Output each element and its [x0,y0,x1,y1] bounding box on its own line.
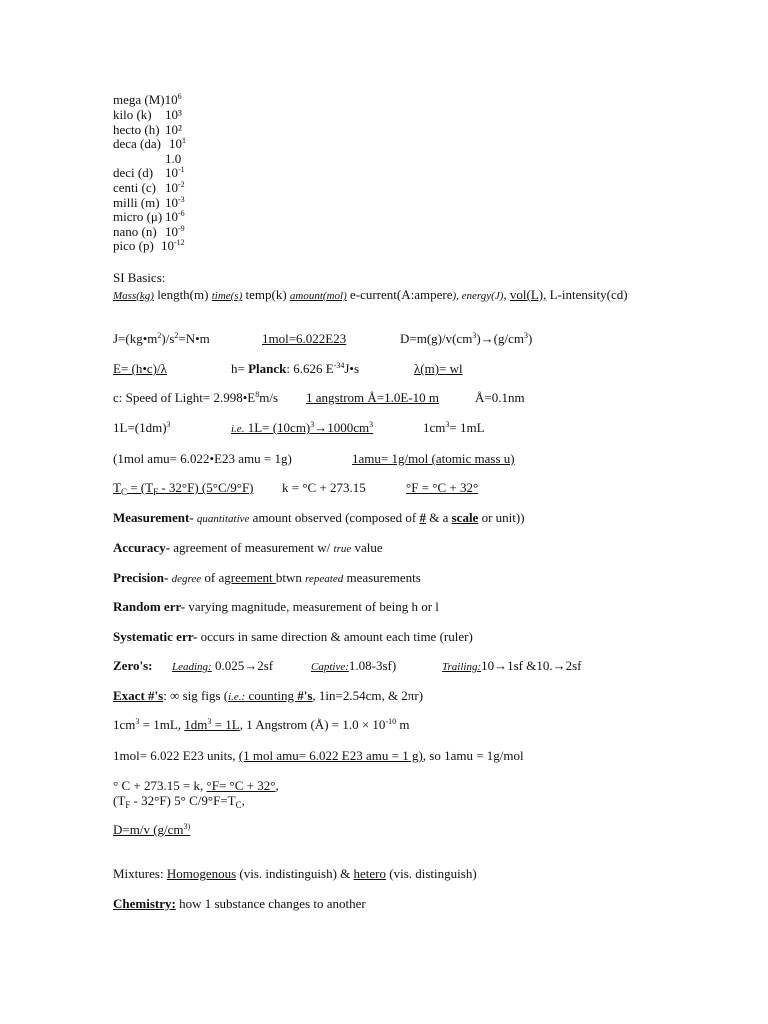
exact-numbers: Exact #'s: ∞ sig figs (i.e.: counting #'s, 1in=2.54cm, & 2πr) [113,688,424,703]
density-formula: $D=m(g)/v(cm^3)\to(g/cm^3)$ [400,331,533,346]
prefix-row-micro: micro (μ) $10^{-6}$ [113,209,185,224]
liter-cm: i.e. $1L= (10cm)^3\to 1000cm^3$ [231,420,374,435]
prefix-row-kilo: kilo (k) 10³ [113,107,182,122]
prefix-row-milli: milli (m) $10^{-3}$ [113,195,185,210]
mole-definition: 1mol=6.022E23 [262,331,347,346]
random-error-definition: Random err- varying magnitude, measurement of being h or l [113,599,439,614]
prefix-row-deca: deca (da) $10^1$ [113,136,186,151]
accuracy-definition: Accuracy- agreement of measurement w/ true value [113,540,383,555]
precision-definition: Precision- degree of agreement btwn repeated measurements [113,570,421,585]
angstrom-nm: Å=0.1nm [475,390,525,405]
density-line: D=m/v ($g/cm^{3)}$ [113,822,191,837]
speed-of-light: c: Speed of Light= $2.998•E^8m/s$ [113,390,279,405]
wavelength: λ(m)= wl [414,361,463,376]
zeros-trailing: Trailing:10→1sf &10.→2sf [442,658,582,673]
celsius-conversion: $T_C = (T_F - 32^\circ F)$ (5°C/9°F) [113,480,254,497]
energy-formula: E= (h•c)/λ [113,361,167,376]
cm3-ml: $1cm^3= 1mL$ [423,420,485,435]
chemistry-definition: Chemistry: how 1 substance changes to another [113,896,366,911]
mixtures-line: Mixtures: Homogenous (vis. indistinguish) & hetero (vis. distinguish) [113,866,477,881]
si-heading: SI Basics: [113,270,166,285]
prefix-row-centi: centi (c) $10^{-2}$ [113,180,185,195]
prefix-row-hecto: hecto (h) 10² [113,122,182,137]
angstrom-definition: 1 angstrom Å=1.0E-10 m [306,390,439,405]
prefix-row-pico: pico (p) $10^{-12}$ [113,238,185,253]
si-units-line: Mass(kg) length(m) time(s) temp(k) amount(mol) e-current(A:ampere), energy(J), vol(L), L-intensity(cd) [113,287,628,302]
zeros-captive: Captive:1.08-3sf) [311,658,397,673]
prefix-row-nano: nano (n) $10^{-9}$ [113,224,185,239]
mole-amu-line: 1mol= 6.022 E23 units, (1 mol amu= 6.022 E23 amu = 1 g), so 1amu = 1g/mol [113,748,524,763]
document-page: mega $(M)10^6$ kilo (k) 10³ hecto (h) 10² deca (da) $10^1$ 1.0 deci (d) $10^{-1}$ centi (c) $10^{-2}$ milli (m) $10^{-3}$ micro (μ) $10^{-6}$ nano (n) $10^{-9}$ pico (p) $10^{-12}$ SI Basics: Mass(kg) length(m) time(s) temp(k) amount(mol) e-current(A:ampere), energy(J), vol(L), L-intensity(cd) $J=(kg•m^2)/s^2=N•m$ 1mol=6.022E23 $D=m(g)/v(cm^3)\to(g/cm^3)$ E= (h•c)/λ h= Planck: 6.626 $E^{-34}J•s$ λ(m)= wl c: Speed of Light= $2.998•E^8m/s$ 1 angstrom Å=1.0E-10 m Å=0.1nm $1L=(1dm)^3$ i.e. $1L= (10cm)^3\to 1000cm^3$ $1cm^3= 1mL$ (1mol amu= 6.022•E23 amu = 1g) 1amu= 1g/mol (atomic mass u) $T_C = (T_F - 32^\circ F)$ (5°C/9°F) k = °C + 273.15 °F = °C + 32° Measurement- quantitative amount observed (composed of # & a scale or unit)) Accuracy- agreement of measurement w/ true value Precision- degree of agreement btwn repeated measurements Random err- varying magnitude, measurement of being h or l Systematic err- occurs in same direction & amount each time (ruler) Zero's: Leading: 0.025→2sf Captive:1.08-3sf) Trailing:10→1sf &10.→2sf Exact #'s: ∞ sig figs (i.e.: counting #'s, 1in=2.54cm, & 2πr) $1cm^3 = 1mL$, $1dm^3 = 1L$, 1 Angstrom (Å) = $1.0 \times 10^{-10}$ m 1mol= 6.022 E23 units, (1 mol amu= 6.022 E23 amu = 1 g), so 1amu = 1g/mol ° C + 273.15 = k, °F= °C + 32°, $(T_F - 32^\circ F)$ 5° $C/9^\circ F=T_C$, D=m/v ($g/cm^{3)}$ Mixtures: Homogenous (vis. indistinguish) & hetero (vis. distinguish) Chemistry: how 1 substance changes to another [113,92,628,911]
volume-conversions: $1cm^3 = 1mL$, $1dm^3 = 1L$, 1 Angstrom (Å) = $1.0 \times 10^{-10}$ m [113,717,410,732]
zeros-term: Zero's: [113,658,153,673]
measurement-definition: Measurement- quantitative amount observed (composed of # & a scale or unit)) [113,510,525,525]
liter-dm: $1L=(1dm)^3$ [113,420,171,435]
systematic-error-definition: Systematic err- occurs in same direction & amount each time (ruler) [113,629,473,644]
temperature-line-1: ° C + 273.15 = k, °F= °C + 32°, [113,778,279,793]
zeros-leading: Leading: 0.025→2sf [172,658,274,673]
temperature-line-2: $(T_F - 32^\circ F)$ 5° $C/9^\circ F=T_C$, [113,793,245,810]
planck-constant: h= Planck: 6.626 $E^{-34}J•s$ [231,361,360,376]
joule-formula: $J=(kg•m^2)/s^2=N•m$ [113,331,210,346]
mol-amu: (1mol amu= 6.022•E23 amu = 1g) [113,451,292,466]
fahrenheit-conversion: °F = °C + 32° [406,480,479,495]
prefix-row-deci: deci (d) $10^{-1}$ [113,165,185,180]
prefix-row-mega: mega $(M)10^6$ [113,92,182,107]
kelvin-conversion: k = °C + 273.15 [282,480,366,495]
amu-definition: 1amu= 1g/mol (atomic mass u) [352,451,515,466]
